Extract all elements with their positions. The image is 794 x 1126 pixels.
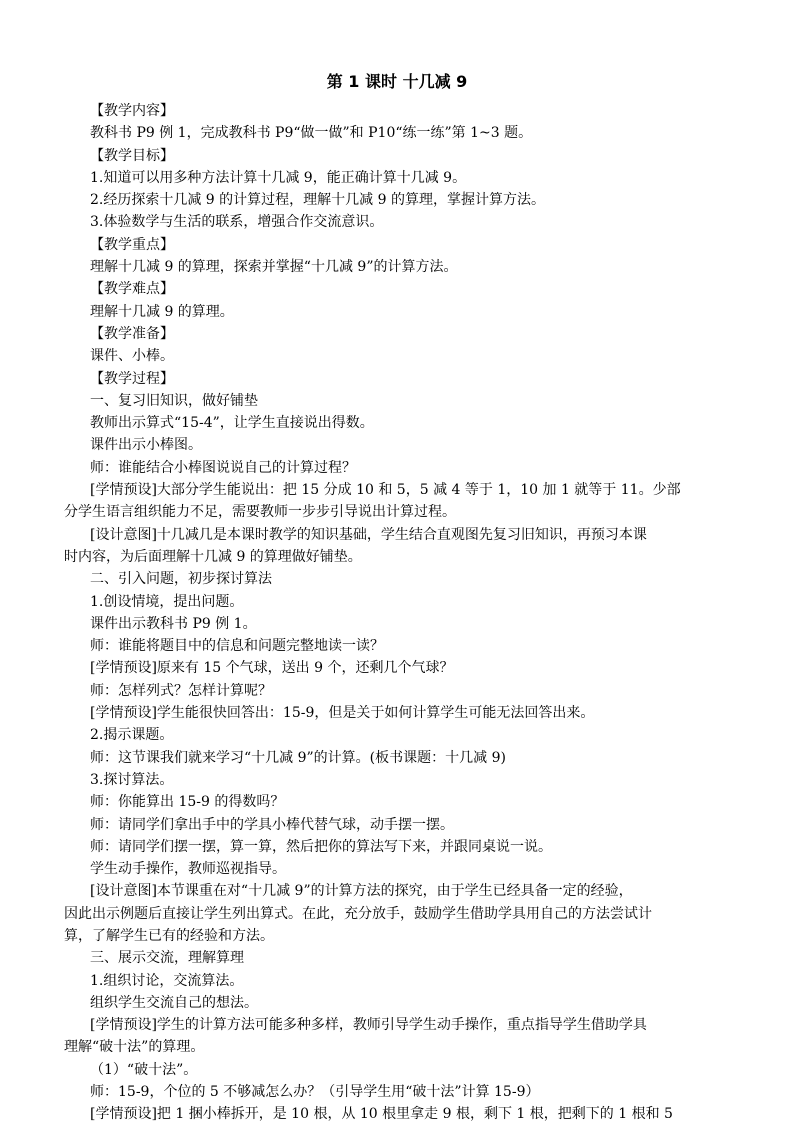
paragraph: 一、复习旧知识，做好铺垫 (90, 392, 258, 409)
paragraph: 师：谁能将题目中的信息和问题完整地读一读？ (90, 638, 384, 655)
paragraph: 3.体验数学与生活的联系，增强合作交流意识。 (90, 214, 384, 231)
paragraph-continuation: 理解“破十法”的算理。 (64, 1039, 205, 1056)
paragraph: 师：怎样列式？怎样计算呢？ (90, 682, 272, 699)
paragraph: 师：请同学们拿出手中的学具小棒代替气球，动手摆一摆。 (90, 816, 454, 833)
section-heading: 【教学难点】 (90, 281, 174, 298)
paragraph: 1.创设情境，提出问题。 (90, 593, 244, 610)
section-heading: 【教学内容】 (90, 103, 174, 119)
section-heading: 【教学准备】 (90, 325, 174, 342)
paragraph: 师：这节课我们就来学习“十几减 9”的计算。(板书课题：十几减 9) (90, 749, 506, 766)
paragraph: [学情预设]把 1 捆小棒拆开，是 10 根，从 10 根里拿走 9 根，剩下 1 根，把剩下的 1 根和 5 (90, 1106, 673, 1123)
paragraph: 三、展示交流，理解算理 (90, 950, 244, 967)
paragraph: 课件出示小棒图。 (90, 437, 202, 454)
paragraph: 理解十几减 9 的算理，探索并掌握“十几减 9”的计算方法。 (90, 259, 458, 276)
paragraph: [学情预设]大部分学生能说出：把 15 分成 10 和 5，5 减 4 等于 1，10 加 1 就等于 11。少部 (90, 482, 681, 499)
paragraph: 课件出示教科书 P9 例 1。 (90, 615, 257, 632)
paragraph-continuation: 时内容，为后面理解十几减 9 的算理做好铺垫。 (64, 548, 362, 565)
paragraph: [学情预设]学生能很快回答出：15-9，但是关于如何计算学生可能无法回答出来。 (90, 705, 595, 722)
paragraph: 2.揭示课题。 (90, 727, 174, 744)
paragraph: 理解十几减 9 的算理。 (90, 303, 234, 320)
paragraph: [学情预设]学生的计算方法可能多种多样，教师引导学生动手操作，重点指导学生借助学具 (90, 1017, 647, 1034)
paragraph: [设计意图]本节课重在对“十几减 9”的计算方法的探究，由于学生已经具备一定的经验， (90, 883, 633, 900)
paragraph: 师：请同学们摆一摆，算一算，然后把你的算法写下来，并跟同桌说一说。 (90, 838, 552, 855)
paragraph: 二、引入问题，初步探讨算法 (90, 571, 272, 588)
document-body (64, 100, 740, 1126)
paragraph: 教师出示算式“15-4”，让学生直接说出得数。 (90, 415, 374, 432)
paragraph: 师：谁能结合小棒图说说自己的计算过程？ (90, 459, 356, 476)
paragraph: 1.知道可以用多种方法计算十几减 9，能正确计算十几减 9。 (90, 169, 467, 186)
paragraph: 学生动手操作，教师巡视指导。 (90, 861, 286, 878)
paragraph: （1）“破十法”。 (90, 1061, 198, 1078)
paragraph-continuation: 分学生语言组织能力不足，需要教师一步步引导说出计算过程。 (64, 504, 456, 521)
paragraph: 师：你能算出 15-9 的得数吗？ (90, 794, 285, 811)
paragraph: 师：15-9，个位的 5 不够减怎么办？（引导学生用“破十法”计算 15-9） (90, 1084, 540, 1101)
paragraph: 课件、小棒。 (90, 348, 174, 365)
section-heading: 【教学目标】 (90, 147, 174, 164)
paragraph-continuation: 算，了解学生已有的经验和方法。 (64, 927, 274, 944)
paragraph: 1.组织讨论，交流算法。 (90, 972, 244, 989)
paragraph: 2.经历探索十几减 9 的计算过程，理解十几减 9 的算理，掌握计算方法。 (90, 192, 545, 209)
paragraph: [学情预设]原来有 15 个气球，送出 9 个，还剩几个气球？ (90, 660, 454, 677)
paragraph: [设计意图]十几减几是本课时教学的知识基础，学生结合直观图先复习旧知识，再预习本课 (90, 526, 647, 543)
paragraph: 3.探讨算法。 (90, 771, 174, 788)
section-heading: 【教学过程】 (90, 370, 174, 387)
paragraph-continuation: 因此出示例题后直接让学生列出算式。在此，充分放手，鼓励学生借助学具用自己的方法尝试计 (64, 905, 652, 922)
paragraph: 组织学生交流自己的想法。 (90, 994, 258, 1011)
document-title: 第 1 课时 十几减 9 (326, 72, 468, 91)
section-heading: 【教学重点】 (90, 236, 174, 253)
paragraph: 教科书 P9 例 1，完成教科书 P9“做一做”和 P10“练一练”第 1~3 题。 (90, 125, 533, 142)
